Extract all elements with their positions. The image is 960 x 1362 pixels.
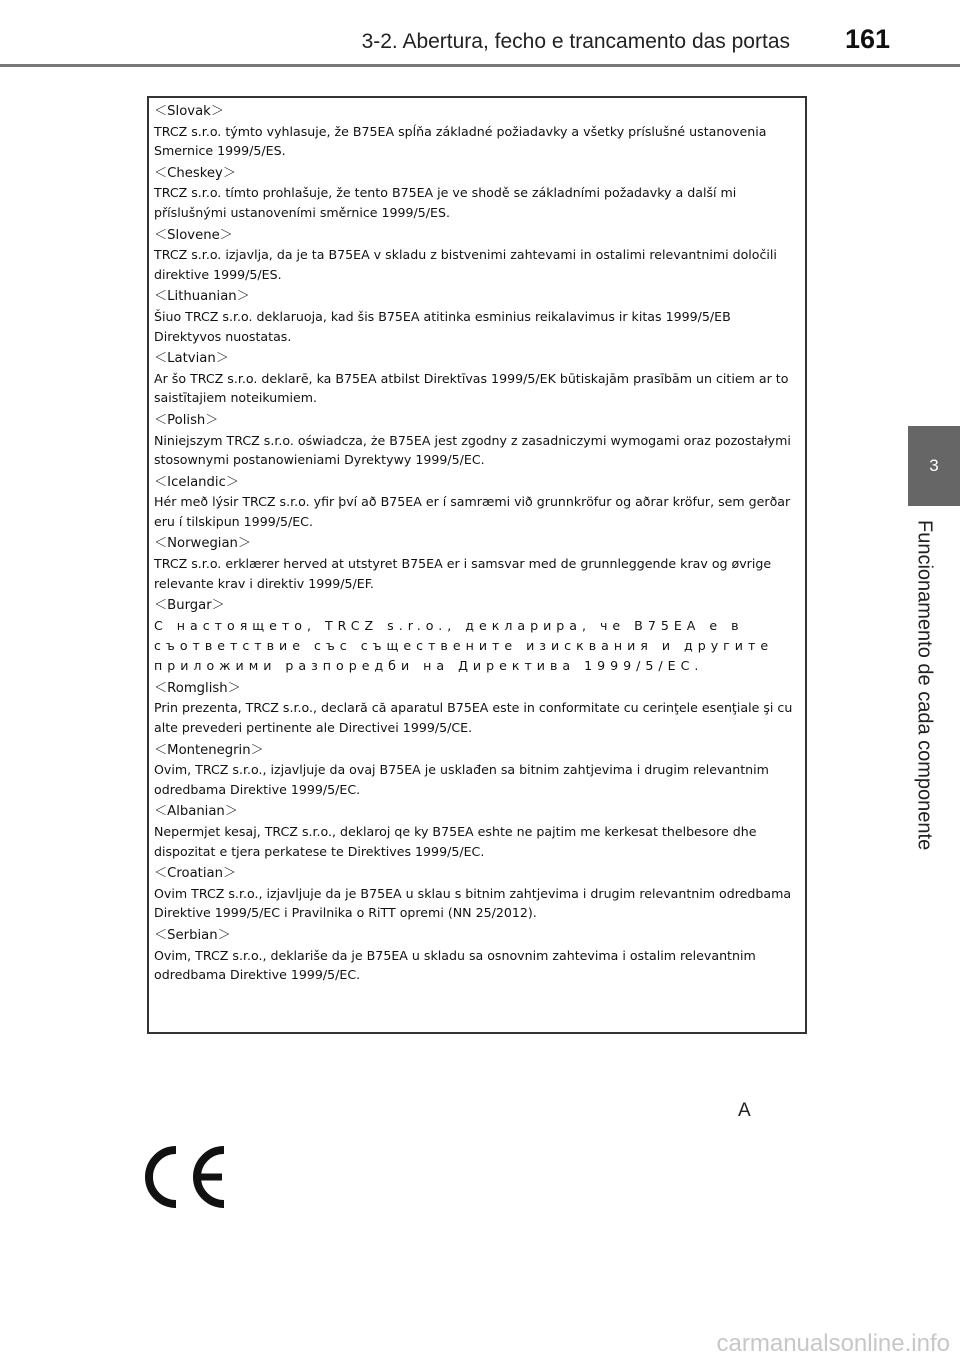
declaration-box: [147, 96, 807, 1034]
declaration-text: Ovim TRCZ s.r.o., izjavljuje da je B75EA u sklau s bitnim zahtjevima i drugim relevantnim odredbama Direktive 1999/5/EC i Pravilnika o RiTT opremi (NN 25/2012).: [154, 885, 792, 921]
declaration-text: TRCZ s.r.o. týmto vyhlasuje, že B75EA spĺňa základné požiadavky a všetky príslušné ustanovenia Smernice 1999/5/ES.: [154, 123, 767, 159]
language-heading: ＜Croatian＞: [154, 866, 237, 882]
declaration-text: TRCZ s.r.o. izjavlja, da je ta B75EA v skladu z bistvenimi zahtevami in ostalimi relevantnimi določili direktive 1999/5/ES.: [154, 247, 777, 282]
declaration-section: [154, 287, 801, 346]
declaration-section: [154, 926, 801, 985]
header-divider: [0, 64, 960, 67]
chapter-tab-number: 3: [929, 456, 939, 475]
declaration-section: [154, 349, 801, 408]
page-number: 161: [844, 24, 890, 54]
language-heading: ＜Albanian＞: [154, 804, 238, 820]
language-heading: ＜Latvian＞: [154, 351, 229, 367]
declaration-text: Ovim, TRCZ s.r.o., deklariše da je B75EA u skladu sa osnovnim zahtevima i ostalim relevantnim odredbama Direktive 1999/5/EC.: [154, 947, 756, 983]
declaration-text: Prin prezenta, TRCZ s.r.o., declară că aparatul B75EA este in conformitate cu cerinţele esenţiale şi cu alte prevederi pertinente ale Directivei 1999/5/CE.: [154, 700, 793, 736]
ce-mark-icon: [138, 1142, 230, 1212]
language-heading: ＜Norwegian＞: [154, 536, 252, 552]
declaration-section: [154, 802, 801, 861]
ce-mark-logo: [138, 1142, 230, 1212]
language-heading: ＜Montenegrin＞: [154, 742, 264, 758]
declaration-section: [154, 473, 801, 532]
declaration-text: Nepermjet kesaj, TRCZ s.r.o., deklaroj qe ky B75EA eshte ne pajtim me kerkesat thelbesore dhe dispozitat e tjera perkatese te Direktives 1999/5/EC.: [154, 824, 757, 859]
language-heading: ＜Icelandic＞: [154, 474, 240, 490]
language-heading: ＜Cheskey＞: [154, 165, 237, 181]
declaration-section: [154, 102, 801, 161]
figure-marker: A: [738, 1100, 751, 1121]
language-heading: ＜Romglish＞: [154, 680, 241, 696]
declaration-section: [154, 679, 801, 738]
declaration-text: TRCZ s.r.o. tímto prohlašuje, že tento B75EA je ve shodě se základními požadavky a další mi příslušnými ustanoveními směrnice 1999/5/ES.: [154, 185, 737, 220]
language-heading: ＜Serbian＞: [154, 927, 231, 943]
declaration-section: [154, 226, 801, 285]
declaration-text: С настоящето, TRCZ s.r.o., декларира, че B75EA е в съответствие със съществените изисквания и другите приложими разпоредби на Директива 1999/5/ЕС.: [154, 617, 774, 673]
chapter-side-label: [895, 520, 953, 880]
language-heading: ＜Slovak＞: [154, 104, 225, 119]
declaration-section: [154, 741, 801, 800]
declaration-text: Ovim, TRCZ s.r.o., izjavljuje da ovaj B75EA je usklađen sa bitnim zahtjevima i drugim relevantnim odredbama Direktive 1999/5/EC.: [154, 762, 769, 797]
declaration-section: [154, 164, 801, 223]
declaration-section: [154, 534, 801, 593]
watermark: carmanualsonline.info: [716, 1330, 950, 1357]
chapter-title: 3-2. Abertura, fecho e trancamento das portas: [361, 30, 790, 53]
language-heading: ＜Burgar＞: [154, 598, 225, 614]
declaration-section: [154, 864, 801, 923]
page-header: [0, 0, 960, 66]
chapter-tab: [908, 426, 960, 506]
declaration-text: Ar šo TRCZ s.r.o. deklarē, ka B75EA atbilst Direktīvas 1999/5/EK būtiskajām prasībām un citiem ar to saistītajiem noteikumiem.: [154, 370, 789, 406]
declaration-section: [154, 411, 801, 470]
language-heading: ＜Slovene＞: [154, 227, 233, 243]
language-heading: ＜Lithuanian＞: [154, 289, 250, 305]
declaration-text: Šiuo TRCZ s.r.o. deklaruoja, kad šis B75EA atitinka esminius reikalavimus ir kitas 1999/5/EB Direktyvos nuostatas.: [154, 308, 731, 344]
chapter-side-label-text: Funcionamento de cada componente: [913, 520, 936, 851]
declaration-text: Niniejszym TRCZ s.r.o. oświadcza, że B75EA jest zgodny z zasadniczymi wymogami oraz pozostałymi stosownymi postanowieniami Dyrektywy 1999/5/EC.: [154, 432, 791, 468]
declaration-text: Hér með lýsir TRCZ s.r.o. yfir því að B75EA er í samræmi við grunnkröfur og aðrar kröfur, sem gerðar eru í tilskipun 1999/5/EC.: [154, 494, 791, 529]
declaration-text: TRCZ s.r.o. erklærer herved at utstyret B75EA er i samsvar med de grunnleggende krav og øvrige relevante krav i direktiv 1999/5/EF.: [154, 556, 772, 591]
declaration-section: [154, 596, 801, 676]
language-heading: ＜Polish＞: [154, 412, 219, 428]
